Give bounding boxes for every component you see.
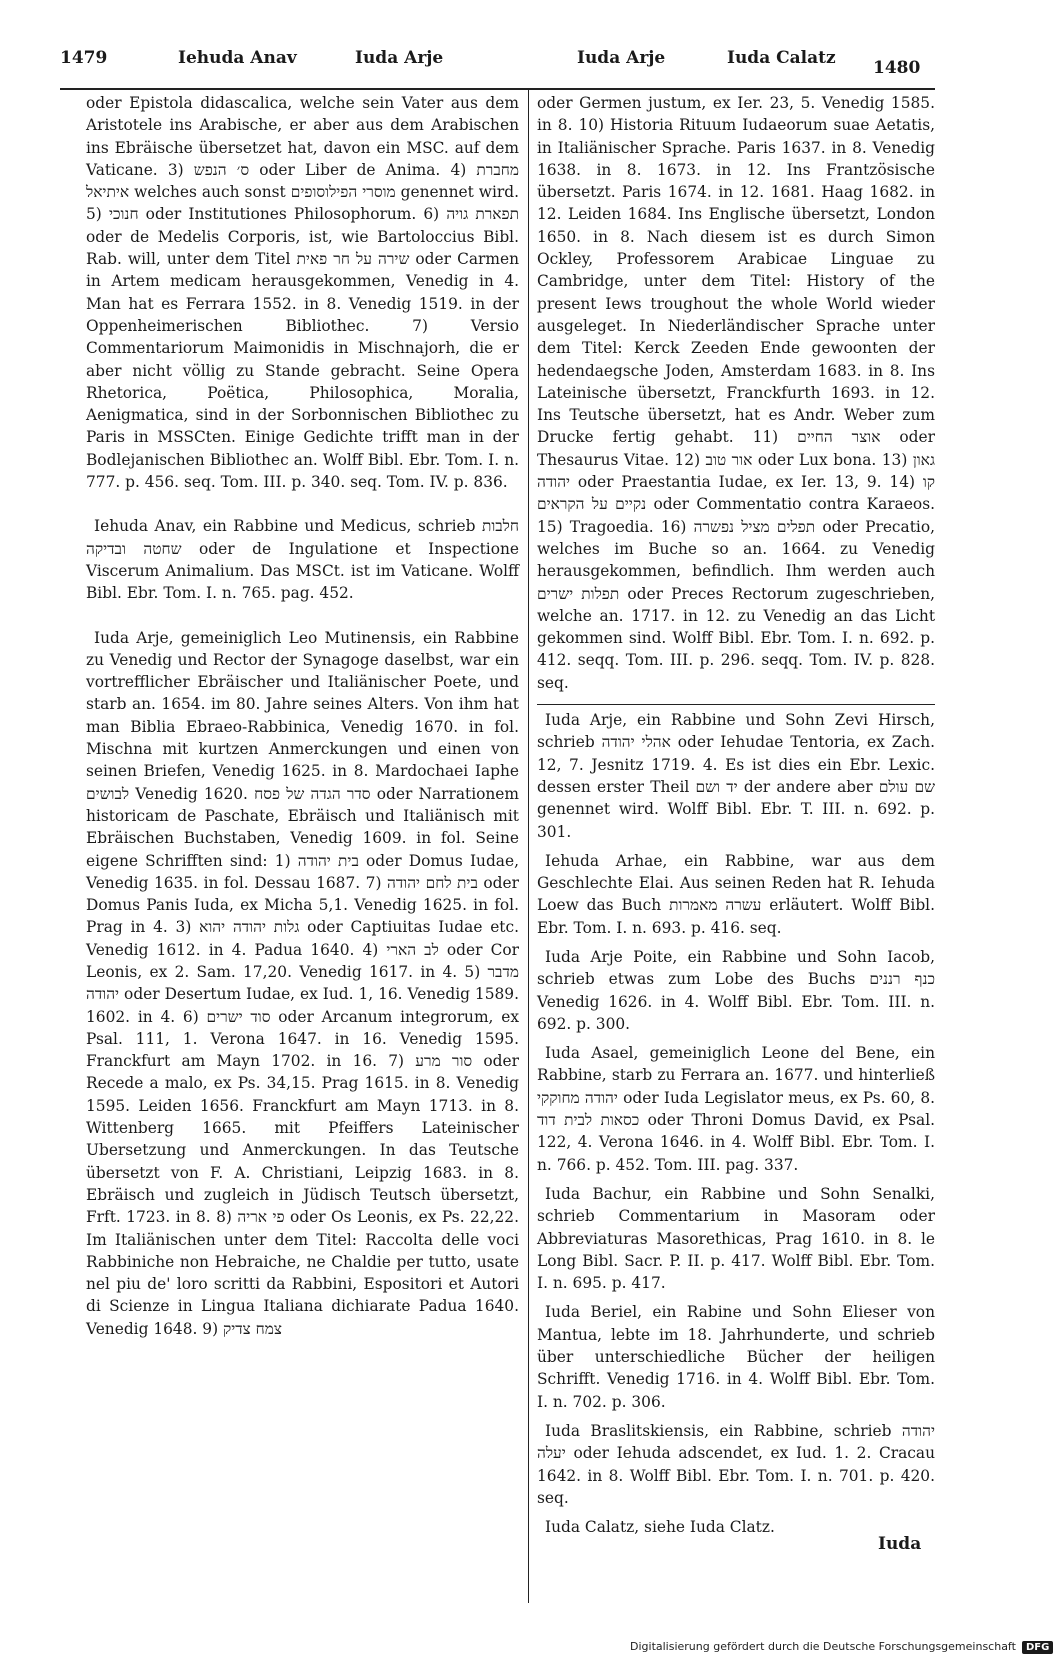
entry-iuda-calatz: Iuda Calatz, siehe Iuda Clatz. [545, 1518, 775, 1537]
entry-separator [537, 1509, 935, 1516]
digitization-credit [630, 1640, 1053, 1654]
left-page-number: 1479 [60, 48, 108, 68]
left-running-head-2: Iuda Arje [355, 48, 444, 68]
header-rule [60, 88, 935, 90]
entry-iuda-bachur: Iuda Bachur, ein Rabbine und Sohn Senalki, schrieb Commentarium in Masoram oder Abbreviaturas Masorethicas, Prag 1610. in 8. le Long Bibl. Sacr. P. II. p. 417. Wolff Bibl. Ebr. Tom. I. n. 695. p. 417. [537, 1184, 935, 1293]
left-running-head-1: Iehuda Anav [178, 48, 297, 68]
left-page-header [60, 48, 520, 88]
entry-iuda-beriel: Iuda Beriel, ein Rabine und Sohn Elieser von Mantua, lebte im 18. Jahrhunderte, und schrieb über unterschiedliche Bücher der heiligen Schrifft. Venedig 1716. in 4. Wolff Bibl. Ebr. Tom. I. n. 702. p. 306. [537, 1303, 935, 1411]
credit-text: Digitalisierung gefördert durch die Deutsche Forschungsgemeinschaft [630, 1640, 1016, 1653]
entry-separator [537, 843, 935, 850]
right-running-head-1: Iuda Arje [577, 48, 666, 68]
entry-iuda-asael: Iuda Asael, gemeiniglich Leone del Bene, ein Rabbine, starb zu Ferrara an. 1677. und hinterließ יהודה מחוקקי oder Iuda Legislator meus, ex Ps. 60, 8. כסאות לבית דוד oder Throni Domus David, ex Psal. 122, 4. Verona 1646. in 4. Wolff Bibl. Ebr. Tom. I. n. 766. p. 452. Tom. III. pag. 337. [537, 1044, 936, 1174]
right-running-head-2: Iuda Calatz [727, 48, 836, 68]
entry-separator [537, 939, 935, 946]
entry-iehuda-continued: oder Epistola didascalica, welche sein Vater aus dem Aristotele ins Arabische, er aber aus dem Arabischen ins Ebräische übersetzet hat, davon ein MSC. auf dem Vaticane. 3) ס׳ הנפש oder Liber de Anima. 4) מחברת איתיאל welches auch sonst מוסרי הפילוסופים genennet wird. 5) חנוכי oder Institutiones Philosophorum. 6) תפארת גויה oder de Medelis Corporis, ist, wie Bartoloccius Bibl. Rab. will, unter dem Titel שירה על חר פאית oder Carmen in Artem medicam herausgekommen, Venedig in 4. Man hat es Ferrara 1552. in 8. Venedig 1519. in der Oppenheimerischen Bibliothec. 7) Versio Commentariorum Maimonidis in Mischnajorh, die er aber nicht völlig zu Stande gebracht. Seine Opera Rhetorica, Poëtica, Philosophica, Moralia, Aenigmatica, sind in der Sorbonnischen Bibliothec zu Paris in MSSCten. Einige Gedichte trifft man in der Bodlejanischen Bibliothec an. Wolff Bibl. Ebr. Tom. I. n. 777. p. 456. seq. Tom. III. p. 340. seq. Tom. IV. p. 836. [86, 94, 519, 492]
column-divider [528, 88, 529, 1603]
entry-iuda-arje-continued: oder Germen justum, ex Ier. 23, 5. Venedig 1585. in 8. 10) Historia Rituum Iudaeorum suae Aetatis, in Italiänischer Sprache. Paris 1637. in 8. Venedig 1638. in 8. 1673. in 12. Ins Frantzösische übersetzt. Paris 1674. in 12. 1681. Haag 1682. in 12. Leiden 1684. Ins Englische übersetzt, London 1650. in 8. Nach diesem ist es durch Simon Ockley, Professorem Arabicae Linguae zu Cambridge, unter dem Titel: History of the present Iews troughout the whole World wieder ausgeleget. In Niederländischer Sprache unter dem Titel: Kerck Zeeden Ende gewoonten der hedendaegsche Joden, Amsterdam 1683. in 8. Ins Lateinische übersetzt, Franckfurth 1693. in 12. Ins Teutsche übersetzt, hat es Andr. Weber zum Drucke fertig gehabt. 11) אוצר החיים oder Thesaurus Vitae. 12) אור טוב oder Lux bona. 13) גאון יהודה oder Praestantia Iudae, ex Ier. 13, 9. 14) קו נקיים על הקראים oder Commentatio contra Karaeos. 15) Tragoedia. 16) תפלים מציל נפשרה oder Precatio, welches im Buche so an. 1664. zu Venedig herausgekommen, befindlich. Ihm werden auch תפלות ישרים oder Preces Rectorum zugeschrieben, welche an. 1717. in 12. zu Venedig an das Licht gekommen sind. Wolff Bibl. Ebr. Tom. I. n. 692. p. 412. seqq. Tom. III. p. 296. seqq. Tom. IV. p. 828. seq. [537, 94, 936, 692]
right-page-number: 1480 [873, 58, 921, 78]
right-page-header [535, 48, 945, 88]
catchword: Iuda [878, 1534, 922, 1554]
entry-iuda-arje-zevi: Iuda Arje, ein Rabbine und Sohn Zevi Hirsch, schrieb אהלי יהודה oder Iehudae Tentoria, ex Zach. 12, 7. Jesnitz 1719. 4. Es ist dies ein Ebr. Lexic. dessen erster Theil יד ושם der andere aber שם עולם genennet wird. Wolff Bibl. Ebr. T. III. n. 692. p. 301. [537, 711, 935, 841]
entry-separator [86, 493, 519, 515]
entry-separator [537, 1413, 935, 1420]
entry-iuda-arje-poite: Iuda Arje Poite, ein Rabbine und Sohn Iacob, schrieb etwas zum Lobe des Buchs כנף רננים Venedig 1626. in 4. Wolff Bibl. Ebr. Tom. III. n. 692. p. 300. [537, 947, 935, 1033]
entry-separator [537, 1035, 935, 1042]
entry-iuda-braslitskiensis: Iuda Braslitskiensis, ein Rabbine, schrieb יהודה יעלה oder Iehuda adscendet, ex Iud. 1. 2. Cracau 1642. in 8. Wolff Bibl. Ebr. Tom. I. n. 701. p. 420. seq. [537, 1421, 935, 1507]
entry-iuda-arje: Iuda Arje, gemeiniglich Leo Mutinensis, ein Rabbine zu Venedig und Rector der Synagoge daselbst, war ein vortrefflicher Ebräischer und Italiänischer Poete, und starb an. 1654. im 80. Jahre seines Alters. Von ihm hat man Biblia Ebraeo-Rabbinica, Venedig 1670. in fol. Mischna mit kurtzen Anmerckungen und einen von seinen Briefen, Venedig 1625. in 8. Mardochaei Iaphe לבושים Venedig 1620. סדר הגדה של פסח oder Narrationem historicam de Paschate, Ebräisch und Italiänisch mit Ebräischen Buchstaben, Venedig 1609. in fol. Seine eigene Schrifften sind: 1) בית יהודה oder Domus Iudae, Venedig 1635. in fol. Dessau 1687. 7) בית לחם יהודה oder Domus Panis Iuda, ex Micha 5,1. Venedig 1625. in fol. Prag in 4. 3) גלות יהודה יהוא oder Captiuitas Iudae etc. Venedig 1612. in 4. Padua 1640. 4) לב הארי oder Cor Leonis, ex 2. Sam. 17,20. Venedig 1617. in 4. 5) מדבר יהודה oder Desertum Iudae, ex Iud. 1, 16. Venedig 1589. 1602. in 4. 6) סוד ישרים oder Arcanum integrorum, ex Psal. 111, 1. Verona 1647. in 16. Venedig 1595. Franckfurt am Mayn 1702. in 16. 7) סור מרע oder Recede a malo, ex Ps. 34,15. Prag 1615. in 8. Venedig 1595. Leiden 1656. Franckfurt am Mayn 1713. in 8. Wittenberg 1665. mit Pfeiffers Lateinischer Ubersetzung und Anmerckungen. In das Teutsche übersetzt von F. A. Christiani, Leipzig 1683. in 8. Ebräisch und zugleich in Jüdisch Teutsch übersetzt, Frft. 1723. in 8. 8) פי אריה oder Os Leonis, ex Ps. 22,22. Im Italiänischen unter dem Titel: Raccolta delle voci Rabbiniche non Hebraiche, ne Chaldie per tutto, usate nel piu de' loro scritti da Rabbini, Espositori et Autori di Scienze in Lingua Italiana dichiarate Padua 1640. Venedig 1648. 9) צמח צדיק [86, 628, 520, 1338]
entry-separator-rule [537, 694, 935, 705]
right-column [537, 92, 935, 1538]
entry-iehuda-anav: Iehuda Anav, ein Rabbine und Medicus, schrieb חלבות שחטה ובדיקה oder de Ingulatione et Inspectione Viscerum Animalium. Das MSCt. ist im Vaticane. Wolff Bibl. Ebr. Tom. I. n. 765. pag. 452. [86, 517, 519, 603]
dfg-logo: DFG [1022, 1641, 1053, 1654]
left-column [86, 92, 519, 1340]
entry-separator [86, 605, 519, 627]
entry-separator [537, 1176, 935, 1183]
entry-iehuda-arhae: Iehuda Arhae, ein Rabbine, war aus dem Geschlechte Elai. Aus seinen Reden hat R. Iehuda Loew das Buch עשרה מאמרות erläutert. Wolff Bibl. Ebr. Tom. I. n. 693. p. 416. seq. [537, 851, 935, 937]
entry-separator [537, 1294, 935, 1301]
